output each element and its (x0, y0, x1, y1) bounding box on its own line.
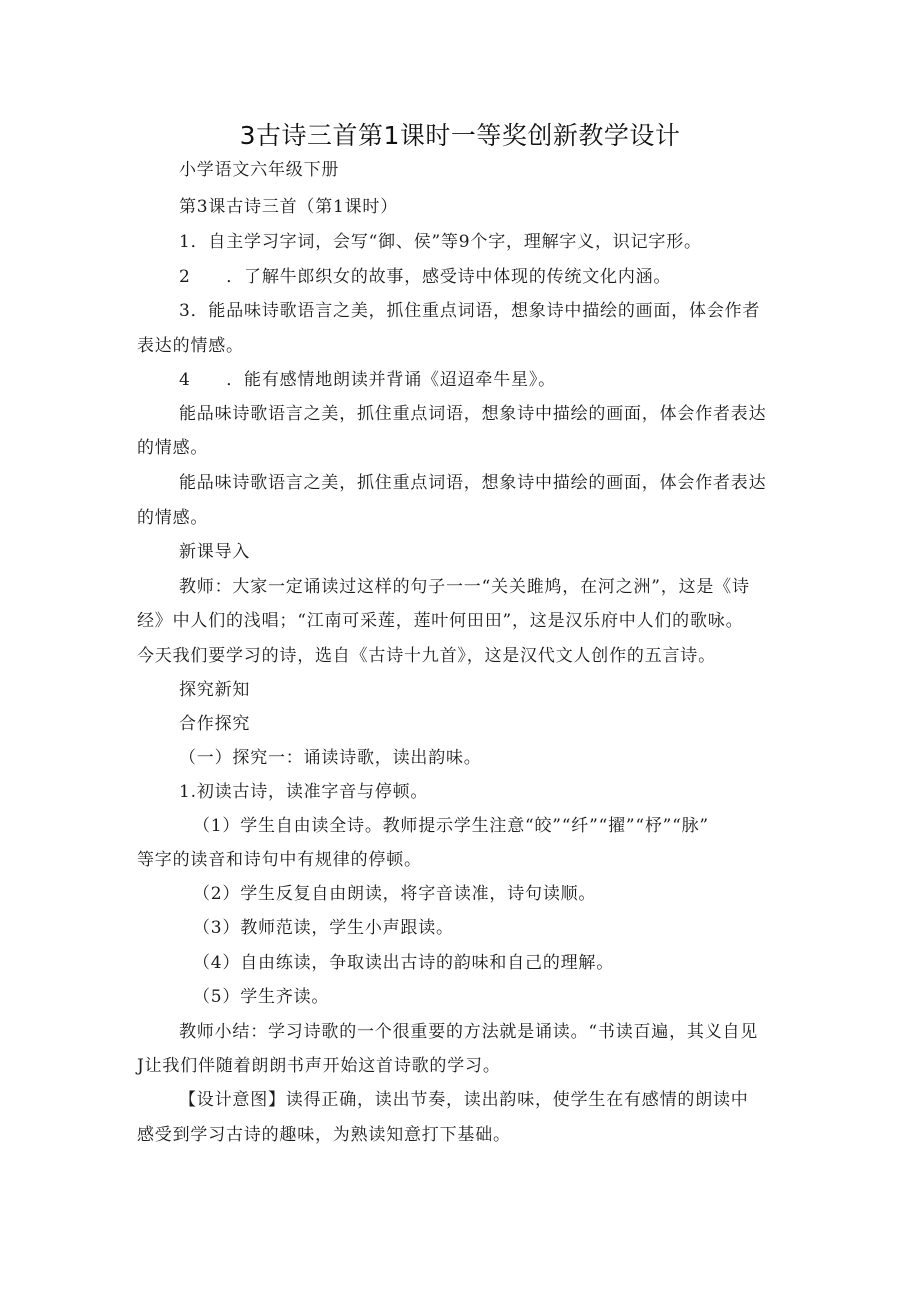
text-line: 1．自主学习字词，会写“御、侯”等9个字，理解字义，识记字形。 (179, 232, 702, 252)
text-line: 能品味诗歌语言之美，抓住重点词语，想象诗中描绘的画面，体会作者表达 (179, 404, 767, 424)
text-line: 教师小结：学习诗歌的一个很重要的方法就是诵读。“书读百遍，其义自见 (179, 1022, 759, 1042)
text-line: 感受到学习古诗的趣味，为熟读知意打下基础。 (137, 1125, 511, 1145)
text-line: 经》中人们的浅唱；“江南可采莲，莲叶何田田”，这是汉乐府中人们的歌咏。 (137, 611, 744, 631)
text-line: 的情感。 (137, 438, 209, 458)
text-line: 1.初读古诗，读准字音与停顿。 (179, 782, 429, 802)
text-line: 等字的读音和诗句中有规律的停顿。 (137, 850, 422, 870)
text-line: 能品味诗歌语言之美，抓住重点词语，想象诗中描绘的画面，体会作者表达 (179, 473, 767, 493)
text-line: （4）自由练读，争取读出古诗的韵味和自己的理解。 (193, 953, 615, 973)
text-line: （3）教师范读，学生小声跟读。 (193, 918, 454, 938)
text-line: 2 ．了解牛郎织女的故事，感受诗中体现的传统文化内涵。 (179, 267, 672, 287)
text-line: （2）学生反复自由朗读，将字音读准，诗句读顺。 (193, 884, 597, 904)
section-heading: 探究新知 (179, 680, 251, 700)
section-heading: 新课导入 (179, 542, 251, 562)
text-line: 的情感。 (137, 508, 209, 528)
text-line: 小学语文六年级下册 (179, 160, 340, 180)
text-line: 4 ．能有感情地朗读并背诵《迢迢牵牛星》。 (179, 370, 556, 390)
text-line: 表达的情感。 (137, 336, 244, 356)
text-line: 【设计意图】读得正确，读出节奏，读出韵味，使学生在有感情的朗读中 (179, 1090, 749, 1110)
document-title: 3古诗三首第1课时一等奖创新教学设计 (239, 121, 681, 150)
text-line: （一）探究一：诵读诗歌，读出韵味。 (179, 748, 482, 768)
text-line: （5）学生齐读。 (193, 987, 330, 1007)
text-line: 今天我们要学习的诗，选自《古诗十九首》，这是汉代文人创作的五言诗。 (137, 646, 716, 666)
text-line: 教师：大家一定诵读过这样的句子一一“关关雎鸠，在河之洲”，这是《诗 (179, 577, 750, 597)
text-line: J让我们伴随着朗朗书声开始这首诗歌的学习。 (137, 1056, 501, 1076)
text-line: （1）学生自由读全诗。教师提示学生注意“皎”“纤”“擢”“杼”“脉” (193, 816, 709, 836)
text-line: 第3课古诗三首（第1课时） (179, 197, 399, 217)
text-line: 3．能品味诗歌语言之美，抓住重点词语，想象诗中描绘的画面，体会作者 (179, 301, 761, 321)
section-heading: 合作探究 (179, 714, 251, 734)
